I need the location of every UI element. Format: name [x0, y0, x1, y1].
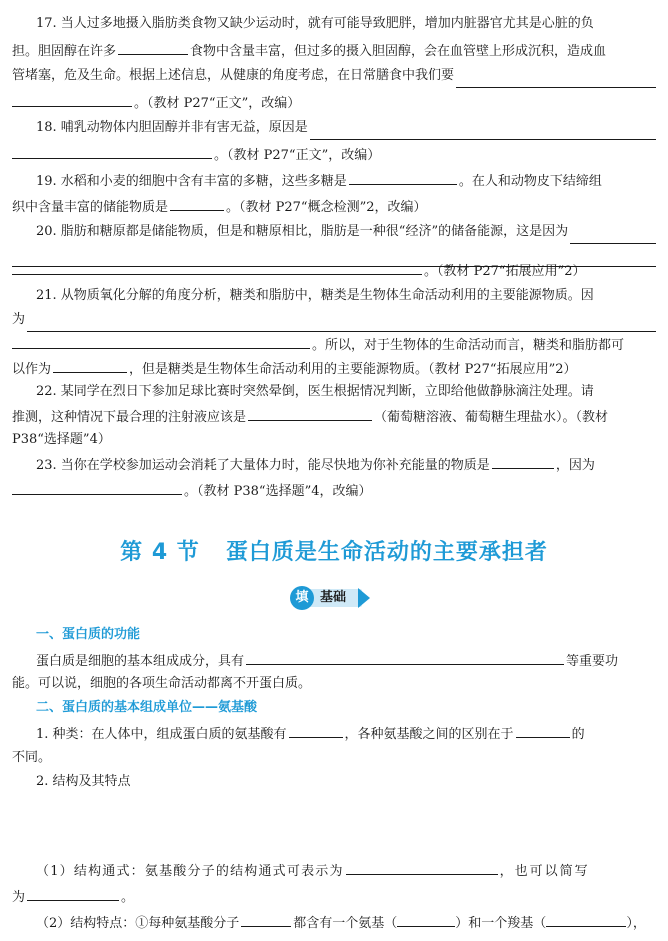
answer-blank[interactable] [248, 404, 372, 421]
answer-blank[interactable] [27, 884, 119, 901]
s2-item-2: 2. 结构及其特点 [36, 774, 131, 789]
q22-line-1: 22. 某同学在烈日下参加足球比赛时突然晕倒，医生根据情况判断，立即给他做静脉滴注处理。请 [36, 384, 594, 399]
q20-line-1: 20. 脂肪和糖原都是储能物质，但是和糖原相比，脂肪是一种很“经济”的储备能源，这是因为 [36, 220, 656, 244]
q23-line-2: 。（教材 P38“选择题”4，改编） [12, 478, 656, 502]
answer-blank[interactable] [397, 910, 455, 927]
q19-line-1: 19. 水稻和小麦的细胞中含有丰富的多糖，这些多糖是 。在人和动物皮下结缔组 [36, 168, 656, 192]
q22-line-3: P38“选择题”4） [12, 432, 111, 447]
answer-blank[interactable] [456, 71, 656, 88]
answer-blank[interactable] [289, 721, 343, 738]
s2-part-1-cont: 为 。 [12, 884, 656, 908]
s1-line-2: 能。可以说，细胞的各项生命活动都离不开蛋白质。 [12, 676, 312, 691]
answer-blank[interactable] [118, 38, 188, 55]
s2-part-1: （1）结构通式：氨基酸分子的结构通式可表示为 ，也可以简写 [36, 858, 656, 882]
q21-line-3: 。所以，对于生物体的生命活动而言，糖类和脂肪都可 [12, 332, 656, 356]
q21-line-1: 21. 从物质氧化分解的角度分析，糖类和脂肪中，糖类是生物体生命活动利用的主要能源物质。因 [36, 288, 594, 303]
chevron-right-icon [358, 588, 370, 608]
answer-blank[interactable] [53, 356, 127, 373]
answer-blank[interactable] [12, 142, 212, 159]
basics-badge [290, 585, 378, 611]
s2-part-2: （2）结构特点：①每种氨基酸分子 都含有一个氨基（ ）和一个羧基（ ）， [36, 910, 656, 934]
answer-blank[interactable] [570, 227, 656, 244]
q18-line-1: 18. 哺乳动物体内胆固醇并非有害无益，原因是 [36, 116, 656, 140]
answer-blank[interactable] [546, 910, 626, 927]
section-heading-amino-acid: 二、蛋白质的基本组成单位——氨基酸 [36, 700, 258, 715]
formula-space [36, 800, 636, 850]
q20-line-3: 。（教材 P27“拓展应用”2） [12, 258, 656, 282]
answer-blank[interactable] [170, 194, 224, 211]
answer-blank[interactable] [12, 90, 132, 107]
badge-label: 基础 [320, 590, 347, 605]
answer-blank[interactable] [349, 168, 457, 185]
section-number: 第 4 节 [120, 540, 200, 565]
answer-blank[interactable] [346, 858, 498, 875]
s1-line-1: 蛋白质是细胞的基本组成成分，具有 等重要功 [36, 648, 656, 672]
answer-blank[interactable] [12, 478, 182, 495]
q22-line-2: 推测，这种情况下最合理的注射液应该是 （葡萄糖溶液、葡萄糖生理盐水）。（教材 [12, 404, 656, 428]
section-heading-protein-function: 一、蛋白质的功能 [36, 627, 141, 642]
answer-blank[interactable] [241, 910, 291, 927]
answer-blank[interactable] [310, 123, 656, 140]
q17-line-2: 担。胆固醇在许多 食物中含量丰富，但过多的摄入胆固醇，会在血管壁上形成沉积，造成血 [12, 38, 656, 62]
q21-line-4: 以作为 ，但是糖类是生物体生命活动利用的主要能源物质。（教材 P27“拓展应用”2） [12, 356, 656, 380]
q19-line-2: 织中含量丰富的储能物质是 。（教材 P27“概念检测”2，改编） [12, 194, 656, 218]
s2-item-1-cont: 不同。 [12, 750, 52, 765]
fill-in-icon: 填 [290, 586, 314, 610]
answer-blank[interactable] [12, 332, 310, 349]
s2-item-1: 1. 种类：在人体中，组成蛋白质的氨基酸有 ，各种氨基酸之间的区别在于 的 [36, 721, 656, 745]
answer-blank[interactable] [492, 452, 554, 469]
q17-line-4: 。（教材 P27“正文”，改编） [12, 90, 656, 114]
section-name: 蛋白质是生命活动的主要承担者 [225, 540, 548, 565]
q17-line-1: 17. 当人过多地摄入脂肪类食物又缺少运动时，就有可能导致肥胖，增加内脏器官尤其是心脏的负 [36, 16, 594, 31]
answer-blank[interactable] [12, 258, 422, 275]
q23-line-1: 23. 当你在学校参加运动会消耗了大量体力时，能尽快地为你补充能量的物质是 ，因为 [36, 452, 656, 476]
answer-blank[interactable] [27, 315, 656, 332]
answer-blank[interactable] [246, 648, 564, 665]
answer-blank[interactable] [516, 721, 570, 738]
q21-line-2: 为 [12, 308, 656, 332]
q18-line-2: 。（教材 P27“正文”，改编） [12, 142, 656, 166]
section-title [0, 535, 668, 566]
q17-line-3: 管堵塞，危及生命。根据上述信息，从健康的角度考虑，在日常膳食中我们要 [12, 64, 656, 88]
